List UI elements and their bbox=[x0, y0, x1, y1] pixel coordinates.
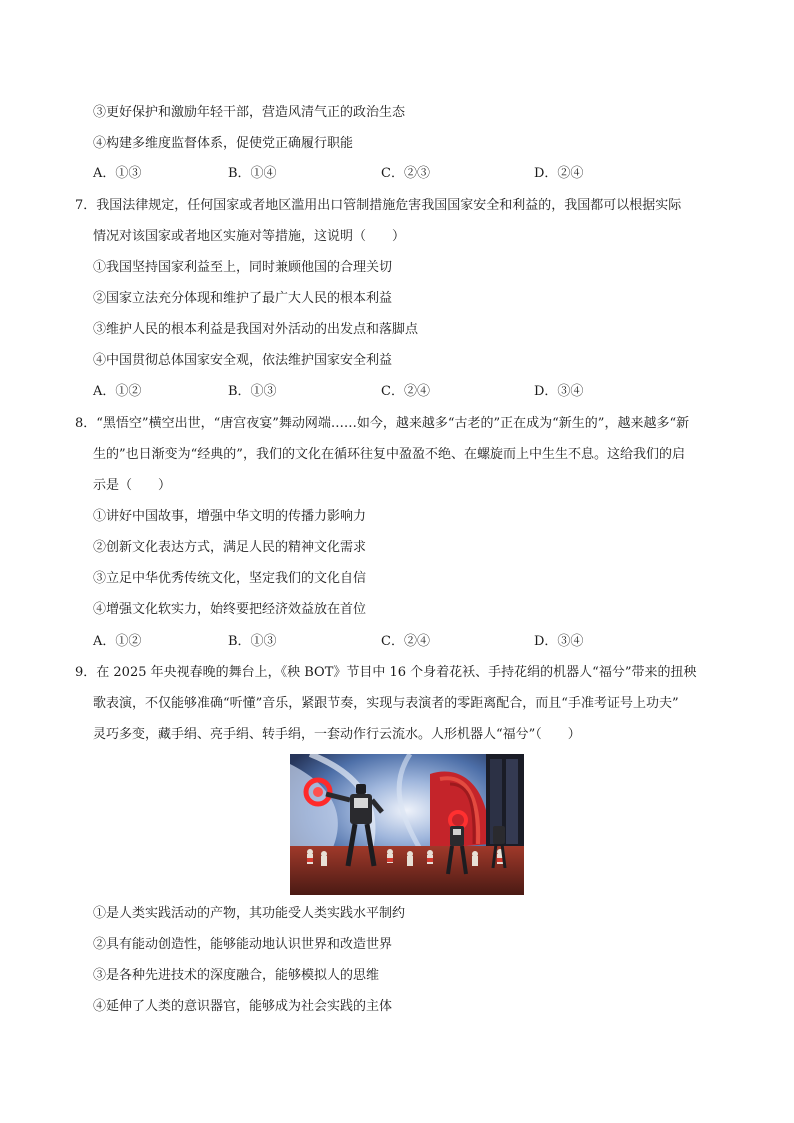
q7-item-1: ①我国坚持国家利益至上，同时兼顾他国的合理关切 bbox=[93, 260, 393, 275]
q6-item-3: ③更好保护和激励年轻干部，营造风清气正的政治生态 bbox=[93, 105, 406, 120]
q7-option-d: D．③④ bbox=[534, 384, 584, 399]
q6-option-b: B．①④ bbox=[228, 166, 277, 181]
q6-option-a: A．①③ bbox=[93, 166, 142, 181]
q7-stem-line-1: 7．我国法律规定，任何国家或者地区滥用出口管制措施危害我国国家安全和利益的，我国都可以根据实际 bbox=[75, 198, 682, 213]
q9-item-3: ③是各种先进技术的深度融合，能够模拟人的思维 bbox=[93, 968, 380, 983]
q8-item-2: ②创新文化表达方式，满足人民的精神文化需求 bbox=[93, 540, 367, 555]
q7-item-3: ③维护人民的根本利益是我国对外活动的出发点和落脚点 bbox=[93, 322, 419, 337]
robot-performance-photo bbox=[290, 754, 524, 895]
q7-item-2: ②国家立法充分体现和维护了最广大人民的根本利益 bbox=[93, 291, 393, 306]
q9-item-1: ①是人类实践活动的产物，其功能受人类实践水平制约 bbox=[93, 906, 406, 921]
q8-item-1: ①讲好中国故事，增强中华文明的传播力影响力 bbox=[93, 509, 367, 524]
q8-option-b: B．①③ bbox=[228, 634, 277, 649]
q8-option-a: A．①② bbox=[93, 634, 142, 649]
q7-item-4: ④中国贯彻总体国家安全观，依法维护国家安全利益 bbox=[93, 353, 393, 368]
q8-option-c: C．②④ bbox=[381, 634, 430, 649]
q6-option-c: C．②③ bbox=[381, 166, 430, 181]
q7-stem-line-2: 情况对该国家或者地区实施对等措施，这说明（ ） bbox=[93, 229, 406, 244]
q8-stem-line-3: 示是（ ） bbox=[93, 478, 172, 493]
q9-stem-line-1: 9．在 2025 年央视春晚的舞台上，《秧 BOT》节目中 16 个身着花袄、手持花绢的机器人“福兮”带来的扭秧 bbox=[75, 665, 697, 680]
q8-item-3: ③立足中华优秀传统文化，坚定我们的文化自信 bbox=[93, 571, 367, 586]
q6-option-d: D．②④ bbox=[534, 166, 584, 181]
stage-illustration bbox=[290, 754, 524, 895]
q9-item-4: ④延伸了人类的意识器官，能够成为社会实践的主体 bbox=[93, 999, 393, 1014]
q7-option-c: C．②④ bbox=[381, 384, 430, 399]
q8-option-d: D．③④ bbox=[534, 634, 584, 649]
q8-stem-line-1: 8．“黑悟空”横空出世，“唐宫夜宴”舞动网端……如今，越来越多“古老的”正在成为“新生的”，越来越多“新 bbox=[75, 416, 690, 431]
q9-item-2: ②具有能动创造性，能够能动地认识世界和改造世界 bbox=[93, 937, 393, 952]
q8-item-4: ④增强文化软实力，始终要把经济效益放在首位 bbox=[93, 602, 367, 617]
q9-stem-line-2: 歌表演，不仅能够准确“听懂”音乐，紧跟节奏，实现与表演者的零距离配合，而且“手准考证号上功夫” bbox=[93, 696, 679, 711]
q9-stem-line-3: 灵巧多变，藏手绢、亮手绢、转手绢，一套动作行云流水。人形机器人“福兮”（ ） bbox=[93, 727, 581, 742]
q8-stem-line-2: 生的”也日渐变为“经典的”，我们的文化在循环往复中盈盈不绝、在螺旋而上中生生不息。这给我们的启 bbox=[93, 447, 685, 462]
q7-option-a: A．①② bbox=[93, 384, 142, 399]
q6-item-4: ④构建多维度监督体系，促使党正确履行职能 bbox=[93, 136, 354, 151]
q7-option-b: B．①③ bbox=[228, 384, 277, 399]
